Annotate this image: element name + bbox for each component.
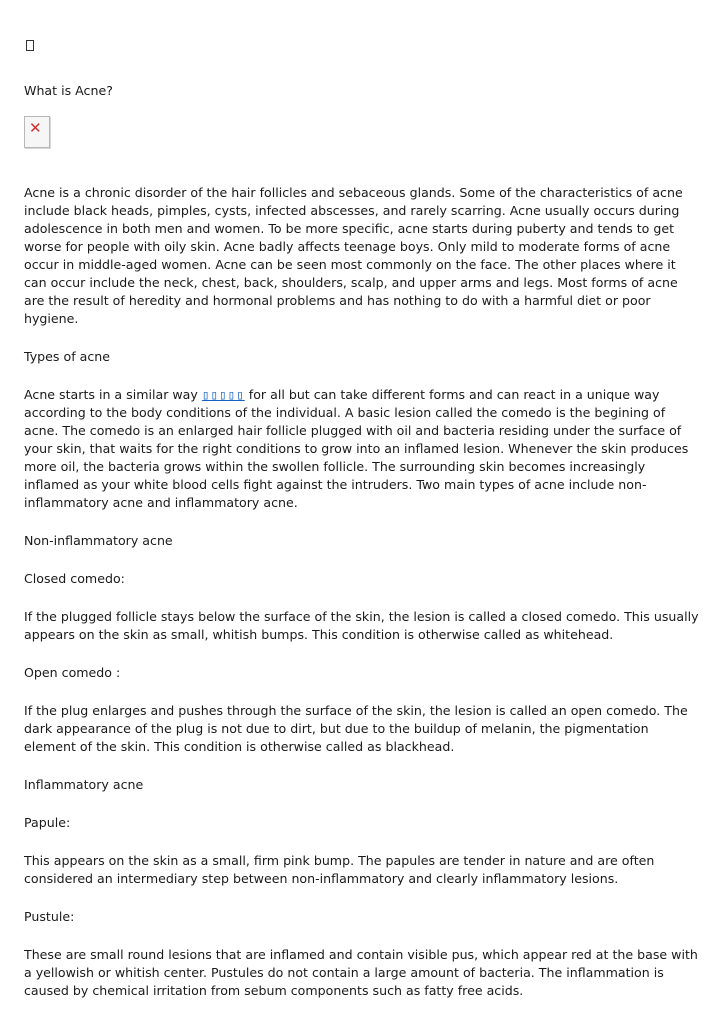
- inflammatory-heading: Inflammatory acne: [24, 777, 144, 792]
- closed-comedo-heading: Closed comedo:: [24, 571, 125, 586]
- papule-text: This appears on the skin as a small, firm pink bump. The papules are tender in nature and are often considered an intermediary step between non-inflammatory and clearly inflammatory lesions.: [24, 853, 655, 886]
- pustule-text: These are small round lesions that are inflamed and contain visible pus, which appear red at the base with a yellowish or whitish center. Pustules do not contain a large amount of bacteria. The inflammation is caused by chemical irritation from sebum components such as fatty free acids.: [24, 947, 698, 998]
- pustule-heading: Pustule:: [24, 909, 75, 924]
- intro-paragraph: Acne is a chronic disorder of the hair follicles and sebaceous glands. Some of the characteristics of acne include black heads, pimples, cysts, infected abscesses, and rarely scarring. Acne usually occurs during adolescence in both men and women. To be more specific, acne starts during puberty and tends to get worse for people with oily skin. Acne badly affects teenage boys. Only mild to moderate forms of acne occur in middle-aged women. Acne can be seen most commonly on the face. The other places where it can occur include the neck, chest, back, shoulders, scalp, and upper arms and legs. Most forms of acne are the result of heredity and hormonal problems and has nothing to do with a harmful diet or poor hygiene.: [24, 185, 683, 326]
- inline-link[interactable]: ▯▯▯▯▯: [201, 387, 245, 402]
- noninflammatory-heading: Non-inflammatory acne: [24, 533, 173, 548]
- page-title: What is Acne?: [24, 83, 113, 98]
- types-heading: Types of acne: [24, 349, 111, 364]
- open-comedo-text: If the plug enlarges and pushes through the surface of the skin, the lesion is called an open comedo. The dark appearance of the plug is not due to dirt, but due to the buildup of melanin, the pigmentation element of the skin. This condition is otherwise called as blackhead.: [24, 703, 688, 754]
- open-comedo-heading: Open comedo :: [24, 665, 121, 680]
- papule-heading: Papule:: [24, 815, 71, 830]
- types-paragraph: Acne starts in a similar way ▯▯▯▯▯ for all but can take different forms and can react in a unique way according to the body conditions of the individual. A basic lesion called the comedo is the begining of acne. The comedo is an enlarged hair follicle plugged with oil and bacteria residing under the surface of your skin, that waits for the right conditions to grow into an inflamed lesion. Whenever the skin produces more oil, the bacteria grows within the swollen follicle. The surrounding skin becomes increasingly inflamed as your white blood cells fight against the intruders. Two main types of acne include non-inflammatory acne and inflammatory acne.: [24, 387, 689, 510]
- closed-comedo-text: If the plugged follicle stays below the surface of the skin, the lesion is called a closed comedo. This usually appears on the skin as small, whitish bumps. This condition is otherwise called as whitehead.: [24, 609, 699, 642]
- document-body: [24, 38, 700, 1000]
- top-glyph-icon: [24, 38, 700, 56]
- broken-image-icon: ✕: [24, 116, 50, 148]
